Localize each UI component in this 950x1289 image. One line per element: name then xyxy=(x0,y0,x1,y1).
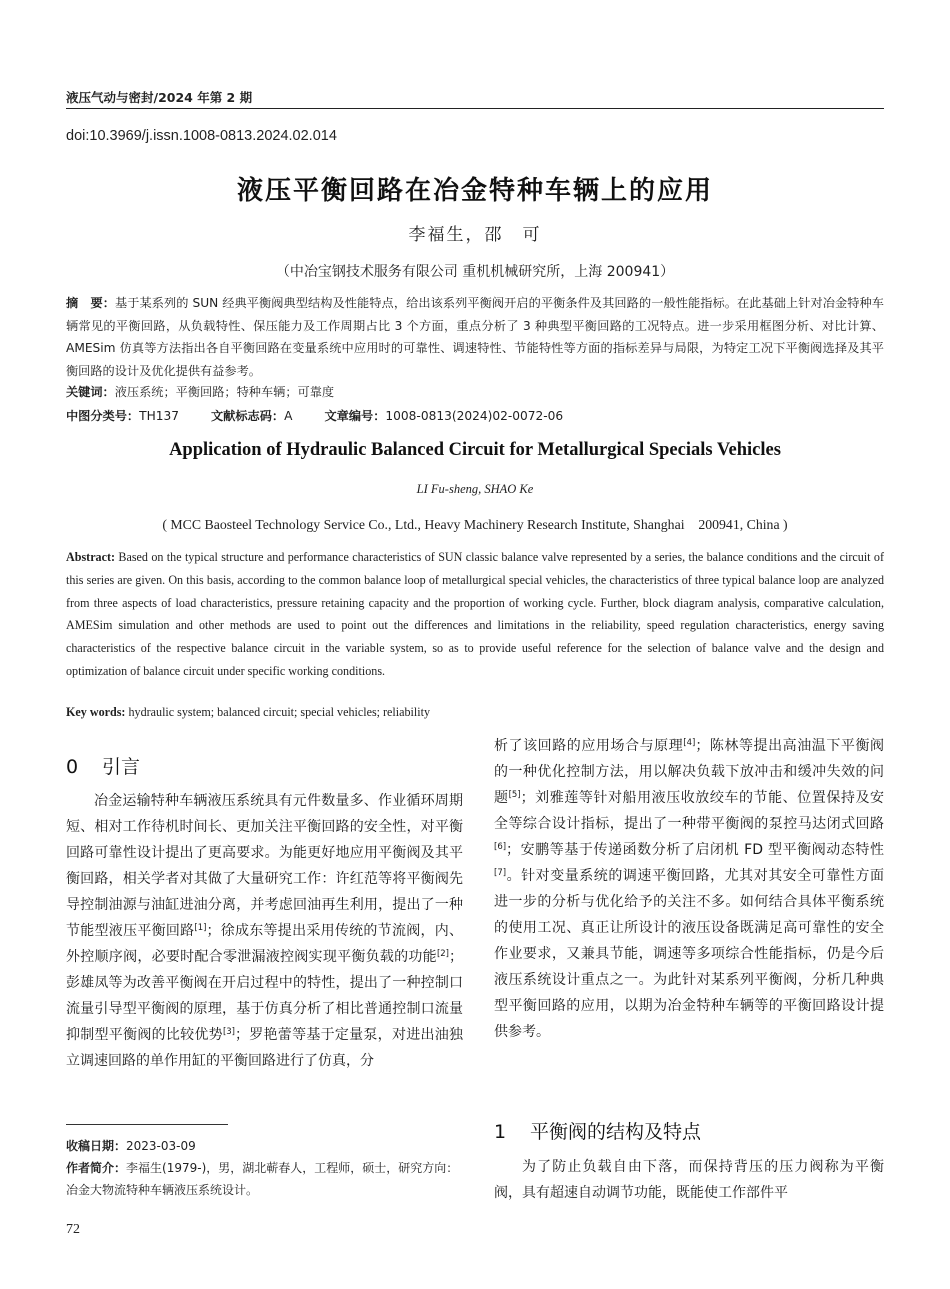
classification-line xyxy=(66,407,884,424)
keywords-english-text: hydraulic system; balanced circuit; special vehicles; reliability xyxy=(128,705,431,719)
intro-text-1: 冶金运输特种车辆液压系统具有元件数量多、作业循环周期短、相对工作待机时间长、更加关注平衡回路的安全性，对平衡回路可靠性设计提出了更高要求。为能更好地应用平衡阀及其平衡回路，相关学者对其做了大量研究工作：许红范等将平衡阀先导控制油源与油缸进油分离，并考虑回油再生利用，提出了一种节能型液压平衡回路 xyxy=(66,793,463,939)
section-0-heading xyxy=(66,752,140,779)
doc-code-label: 文献标志码： xyxy=(211,409,285,423)
title-english: Application of Hydraulic Balanced Circuit for Metallurgical Specials Vehicles xyxy=(169,440,781,460)
section-1-paragraph: 为了防止负载自由下落，而保持背压的压力阀称为平衡阀，具有超速自动调节功能，既能使工作部件平 xyxy=(494,1159,884,1201)
affiliation-english: ( MCC Baosteel Technology Service Co., Ltd., Heavy Machinery Research Institute, Shanghai 200941, China ) xyxy=(162,517,788,532)
abstract-chinese-label: 摘 要： xyxy=(66,296,116,310)
section-1-heading xyxy=(494,1117,701,1144)
intro-cont-text-3: ；刘雅莲等针对船用液压收放绞车的节能、位置保持及安全等综合设计指标，提出了一种带平衡阀的泵控马达闭式回路 xyxy=(494,790,885,832)
left-column xyxy=(66,788,463,1074)
citation-1[interactable]: [1] xyxy=(194,923,207,933)
article-number-label: 文章编号： xyxy=(324,409,386,423)
page-number: 72 xyxy=(66,1222,80,1237)
abstract-english-label: Abstract: xyxy=(66,550,116,564)
received-value: 2023-03-09 xyxy=(126,1139,196,1153)
citation-6[interactable]: [6] xyxy=(494,842,507,852)
citation-3[interactable]: [3] xyxy=(222,1027,235,1037)
citation-4[interactable]: [4] xyxy=(683,738,696,748)
citation-7[interactable]: [7] xyxy=(494,868,507,878)
section-0-number: 0 xyxy=(66,756,79,778)
doi[interactable]: doi:10.3969/j.issn.1008-0813.2024.02.014 xyxy=(66,128,337,144)
section-1-body xyxy=(494,1154,884,1206)
clc-label: 中图分类号： xyxy=(66,409,140,423)
header-divider xyxy=(66,108,884,109)
keywords-english-label: Key words: xyxy=(66,705,126,719)
intro-text-2: ；徐成东等提出采用传统的节流阀，内、外控顺序阀，必要时配合零泄漏液控阀实现平衡负载的功能 xyxy=(66,923,464,965)
intro-text-4: ；罗艳蕾等基于定量泵，对进出油独立调速回路的单作用缸的平衡回路进行了仿真，分 xyxy=(66,1027,464,1069)
received-label: 收稿日期： xyxy=(66,1139,127,1153)
abstract-english-text: Based on the typical structure and performance characteristics of SUN classic balance valve represented by a series, the balance conditions and the circuit of this series are given. On this basis, according to the common balance loop of metallurgical special vehicles, the characteristics of three typical balance loop are analyzed from three aspects of load characteristics, pressure retaining capacity and the proportion of working cycle. Further, block diagram analysis, comparative calculation, AMESim simulation and other methods are used to point out the differences and limitations in the reliability, speed regulation characteristics, energy saving characteristics of the respective balance circuit in the variable system, so as to provide useful reference for the selection of balance valve and the design and optimization of balance circuit under specific working conditions. xyxy=(66,550,884,678)
citation-2[interactable]: [2] xyxy=(436,949,449,959)
intro-paragraph xyxy=(66,788,463,1074)
abstract-chinese xyxy=(66,292,884,382)
intro-text-3: ；彭雄凤等为改善平衡阀在开启过程中的特性，提出了一种控制口流量引导型平衡阀的原理，基于仿真分析了相比普通控制口流量抑制型平衡阀的比较优势 xyxy=(66,949,463,1043)
author-bio-label: 作者简介： xyxy=(66,1161,127,1175)
keywords-english xyxy=(66,705,884,720)
affiliation-chinese: （中冶宝钢技术服务有限公司 重机机械研究所，上海 200941） xyxy=(275,264,675,280)
right-column xyxy=(494,733,884,1045)
keywords-chinese-label: 关键词： xyxy=(66,385,115,399)
intro-cont-text-5: 。针对变量系统的调速平衡回路，尤其对其安全可靠性方面进一步的分析与优化给予的关注不多。如何结合具体平衡系统的使用工况、真正让所设计的液压设备既满足高可靠性的安全作业要求，又兼具节能，调速等多项综合性能指标，仍是今后液压系统设计重点之一。为此针对某系列平衡阀，分析几种典型平衡回路的应用，以期为冶金特种车辆等的平衡回路设计提供参考。 xyxy=(494,868,884,1040)
citation-5[interactable]: [5] xyxy=(508,790,521,800)
journal-header: 液压气动与密封/2024 年第 2 期 xyxy=(66,90,253,105)
article-number-value: 1008-0813(2024)02-0072-06 xyxy=(385,409,564,423)
clc-value: TH137 xyxy=(139,409,179,423)
abstract-english xyxy=(66,546,884,683)
footnote-divider xyxy=(66,1124,228,1125)
footnote-author xyxy=(66,1157,463,1201)
keywords-chinese-text: 液压系统；平衡回路；特种车辆；可靠度 xyxy=(114,385,335,399)
intro-paragraph-continued xyxy=(494,733,884,1045)
authors-chinese: 李福生，邵 可 xyxy=(408,225,542,245)
authors-english: LI Fu-sheng, SHAO Ke xyxy=(416,482,534,496)
title-chinese: 液压平衡回路在冶金特种车辆上的应用 xyxy=(236,176,713,206)
author-bio-value: 李福生(1979-)，男，湖北蕲春人，工程师，硕士，研究方向：冶金大物流特种车辆液压系统设计。 xyxy=(66,1161,459,1197)
intro-cont-text-4: ；安鹏等基于传递函数分析了启闭机 FD 型平衡阀动态特性 xyxy=(506,842,884,858)
abstract-chinese-text: 基于某系列的 SUN 经典平衡阀典型结构及性能特点，给出该系列平衡阀开启的平衡条件及其回路的一般性能指标。在此基础上针对冶金特种车辆常见的平衡回路，从负载特性、保压能力及工作周期占比 3 个方面，重点分析了 3 种典型平衡回路的工况特点。进一步采用框图分析、对比计算、AMESim 仿真等方法指出各自平衡回路在变量系统中应用时的可靠性、调速特性、节能特性等方面的指标差异与局限，为特定工况下平衡阀选择及其平衡回路的设计及优化提供有益参考。 xyxy=(66,296,884,378)
section-0-title: 引言 xyxy=(102,756,141,778)
intro-cont-text-2: ；陈林等提出高油温下平衡阀的一种优化控制方法，用以解决负载下放冲击和缓冲失效的问题 xyxy=(494,738,885,806)
keywords-chinese xyxy=(66,383,884,400)
section-1-number: 1 xyxy=(494,1121,507,1143)
intro-cont-text-1: 析了该回路的应用场合与原理 xyxy=(494,738,684,754)
doc-code-value: A xyxy=(284,409,293,423)
footnote-received xyxy=(66,1135,463,1157)
section-1-title: 平衡阀的结构及特点 xyxy=(530,1121,702,1143)
